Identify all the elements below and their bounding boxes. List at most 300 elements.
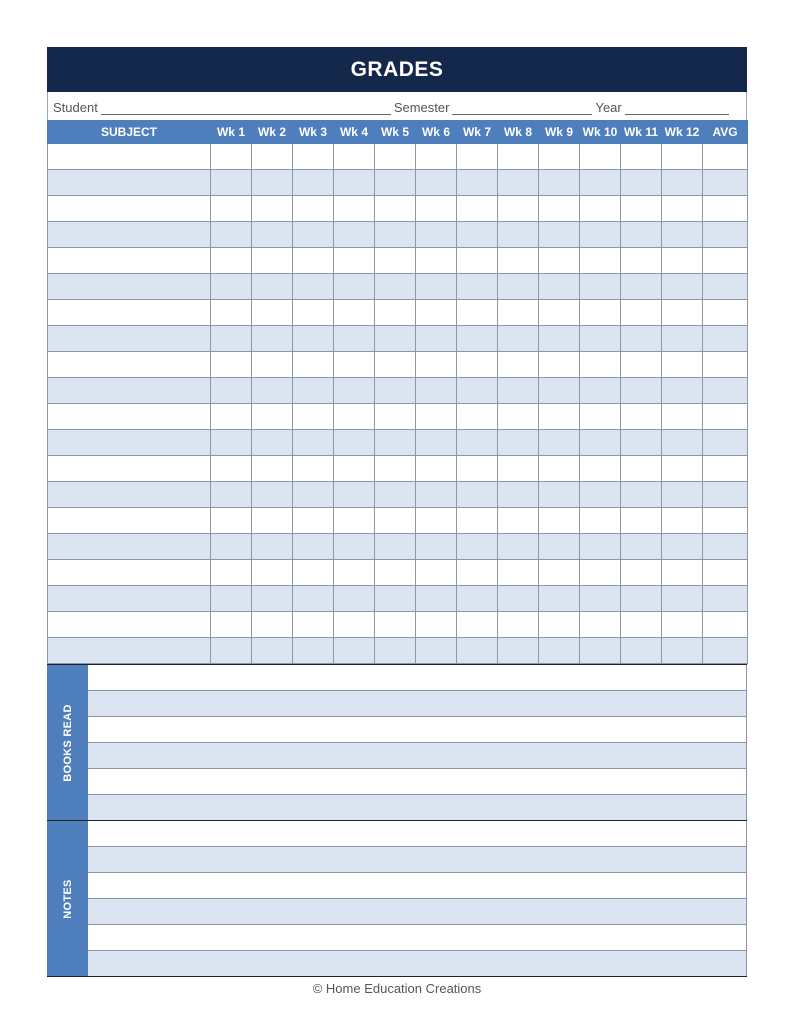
- grade-cell[interactable]: [252, 534, 293, 560]
- grade-cell[interactable]: [211, 300, 252, 326]
- grade-cell[interactable]: [498, 508, 539, 534]
- subject-cell[interactable]: [48, 170, 211, 196]
- grade-cell[interactable]: [662, 378, 703, 404]
- grade-cell[interactable]: [334, 274, 375, 300]
- grade-cell[interactable]: [498, 196, 539, 222]
- grade-cell[interactable]: [498, 456, 539, 482]
- grade-cell[interactable]: [416, 170, 457, 196]
- semester-field[interactable]: [452, 102, 592, 115]
- grade-cell[interactable]: [580, 612, 621, 638]
- grade-cell[interactable]: [252, 638, 293, 664]
- grade-cell[interactable]: [211, 638, 252, 664]
- subject-cell[interactable]: [48, 508, 211, 534]
- grade-cell[interactable]: [211, 534, 252, 560]
- grade-cell[interactable]: [293, 612, 334, 638]
- grade-cell[interactable]: [334, 430, 375, 456]
- grade-cell[interactable]: [580, 222, 621, 248]
- grade-cell[interactable]: [334, 638, 375, 664]
- subject-cell[interactable]: [48, 482, 211, 508]
- grade-cell[interactable]: [539, 508, 580, 534]
- grade-cell[interactable]: [375, 144, 416, 170]
- grade-cell[interactable]: [334, 482, 375, 508]
- grade-cell[interactable]: [662, 274, 703, 300]
- grade-cell[interactable]: [621, 196, 662, 222]
- grade-cell[interactable]: [293, 196, 334, 222]
- grade-cell[interactable]: [457, 638, 498, 664]
- grade-cell[interactable]: [703, 170, 748, 196]
- grade-cell[interactable]: [498, 560, 539, 586]
- grade-cell[interactable]: [498, 404, 539, 430]
- grade-cell[interactable]: [621, 430, 662, 456]
- grade-cell[interactable]: [703, 612, 748, 638]
- grade-cell[interactable]: [375, 222, 416, 248]
- grade-cell[interactable]: [457, 482, 498, 508]
- grade-cell[interactable]: [498, 144, 539, 170]
- page-title: GRADES: [47, 47, 747, 92]
- subject-cell[interactable]: [48, 274, 211, 300]
- grade-cell[interactable]: [621, 534, 662, 560]
- grade-cell[interactable]: [580, 560, 621, 586]
- grade-cell[interactable]: [416, 352, 457, 378]
- subject-cell[interactable]: [48, 430, 211, 456]
- grade-cell[interactable]: [293, 586, 334, 612]
- grade-cell[interactable]: [293, 326, 334, 352]
- grade-cell[interactable]: [457, 508, 498, 534]
- grade-cell[interactable]: [334, 352, 375, 378]
- grade-cell[interactable]: [334, 248, 375, 274]
- grade-cell[interactable]: [580, 144, 621, 170]
- grade-cell[interactable]: [334, 404, 375, 430]
- grade-cell[interactable]: [621, 326, 662, 352]
- grade-cell[interactable]: [334, 170, 375, 196]
- grade-cell[interactable]: [580, 456, 621, 482]
- grade-cell[interactable]: [498, 248, 539, 274]
- grade-cell[interactable]: [662, 404, 703, 430]
- grade-cell[interactable]: [621, 508, 662, 534]
- grade-cell[interactable]: [498, 222, 539, 248]
- grade-cell[interactable]: [252, 300, 293, 326]
- year-field[interactable]: [625, 102, 729, 115]
- grade-cell[interactable]: [539, 560, 580, 586]
- grade-cell[interactable]: [539, 300, 580, 326]
- subject-cell[interactable]: [48, 456, 211, 482]
- grade-cell[interactable]: [703, 508, 748, 534]
- grade-cell[interactable]: [498, 378, 539, 404]
- grade-cell[interactable]: [211, 352, 252, 378]
- grade-cell[interactable]: [457, 300, 498, 326]
- grade-cell[interactable]: [293, 508, 334, 534]
- grade-cell[interactable]: [334, 508, 375, 534]
- table-row: [48, 248, 748, 274]
- subject-cell[interactable]: [48, 144, 211, 170]
- grade-cell[interactable]: [416, 326, 457, 352]
- grade-cell[interactable]: [211, 482, 252, 508]
- grade-cell[interactable]: [334, 534, 375, 560]
- grade-cell[interactable]: [621, 638, 662, 664]
- grade-cell[interactable]: [580, 482, 621, 508]
- writing-line[interactable]: [88, 821, 746, 847]
- grade-cell[interactable]: [498, 352, 539, 378]
- grade-cell[interactable]: [416, 560, 457, 586]
- grade-cell[interactable]: [457, 404, 498, 430]
- writing-line[interactable]: [88, 743, 746, 769]
- grade-cell[interactable]: [498, 612, 539, 638]
- grade-cell[interactable]: [539, 638, 580, 664]
- subject-cell[interactable]: [48, 326, 211, 352]
- grade-cell[interactable]: [703, 482, 748, 508]
- grade-cell[interactable]: [334, 222, 375, 248]
- grade-cell[interactable]: [416, 378, 457, 404]
- grade-cell[interactable]: [621, 248, 662, 274]
- grade-cell[interactable]: [662, 638, 703, 664]
- grade-cell[interactable]: [580, 196, 621, 222]
- grade-cell[interactable]: [539, 144, 580, 170]
- grade-cell[interactable]: [703, 248, 748, 274]
- grade-cell[interactable]: [457, 430, 498, 456]
- grade-cell[interactable]: [539, 482, 580, 508]
- grade-cell[interactable]: [457, 144, 498, 170]
- table-row: [48, 326, 748, 352]
- grade-cell[interactable]: [621, 612, 662, 638]
- grade-cell[interactable]: [703, 378, 748, 404]
- header-week: Wk 4: [334, 121, 375, 144]
- grade-cell[interactable]: [539, 170, 580, 196]
- grade-cell[interactable]: [293, 456, 334, 482]
- grade-cell[interactable]: [416, 638, 457, 664]
- grade-cell[interactable]: [416, 482, 457, 508]
- grade-cell[interactable]: [621, 300, 662, 326]
- grade-cell[interactable]: [416, 586, 457, 612]
- grade-cell[interactable]: [662, 430, 703, 456]
- grade-cell[interactable]: [211, 508, 252, 534]
- grade-cell[interactable]: [211, 144, 252, 170]
- grade-cell[interactable]: [498, 300, 539, 326]
- grade-cell[interactable]: [498, 482, 539, 508]
- grade-cell[interactable]: [621, 456, 662, 482]
- subject-cell[interactable]: [48, 638, 211, 664]
- grade-cell[interactable]: [539, 456, 580, 482]
- grade-cell[interactable]: [293, 404, 334, 430]
- grade-cell[interactable]: [457, 326, 498, 352]
- grade-cell[interactable]: [293, 430, 334, 456]
- grade-cell[interactable]: [539, 612, 580, 638]
- grade-cell[interactable]: [662, 352, 703, 378]
- grade-cell[interactable]: [252, 482, 293, 508]
- grade-cell[interactable]: [416, 196, 457, 222]
- grade-cell[interactable]: [416, 534, 457, 560]
- subject-cell[interactable]: [48, 378, 211, 404]
- grade-cell[interactable]: [539, 222, 580, 248]
- subject-cell[interactable]: [48, 586, 211, 612]
- grade-cell[interactable]: [252, 456, 293, 482]
- grade-cell[interactable]: [621, 274, 662, 300]
- grade-cell[interactable]: [252, 378, 293, 404]
- grade-cell[interactable]: [457, 612, 498, 638]
- grade-cell[interactable]: [375, 560, 416, 586]
- grade-cell[interactable]: [662, 300, 703, 326]
- grade-cell[interactable]: [662, 248, 703, 274]
- grade-cell[interactable]: [293, 482, 334, 508]
- grade-cell[interactable]: [662, 144, 703, 170]
- grade-cell[interactable]: [375, 508, 416, 534]
- grade-cell[interactable]: [375, 586, 416, 612]
- grade-cell[interactable]: [703, 144, 748, 170]
- writing-line[interactable]: [88, 665, 746, 691]
- grade-cell[interactable]: [375, 170, 416, 196]
- grade-cell[interactable]: [498, 430, 539, 456]
- grade-cell[interactable]: [580, 170, 621, 196]
- grade-cell[interactable]: [211, 222, 252, 248]
- grade-cell[interactable]: [621, 560, 662, 586]
- subject-cell[interactable]: [48, 300, 211, 326]
- grade-cell[interactable]: [457, 352, 498, 378]
- grade-cell[interactable]: [416, 300, 457, 326]
- grade-cell[interactable]: [580, 300, 621, 326]
- subject-cell[interactable]: [48, 248, 211, 274]
- grade-cell[interactable]: [293, 378, 334, 404]
- grade-cell[interactable]: [703, 326, 748, 352]
- grade-cell[interactable]: [334, 612, 375, 638]
- grade-cell[interactable]: [703, 352, 748, 378]
- grade-cell[interactable]: [416, 248, 457, 274]
- grade-cell[interactable]: [416, 404, 457, 430]
- grade-cell[interactable]: [498, 326, 539, 352]
- grade-cell[interactable]: [211, 378, 252, 404]
- grade-cell[interactable]: [375, 534, 416, 560]
- grade-cell[interactable]: [252, 196, 293, 222]
- grade-cell[interactable]: [334, 196, 375, 222]
- subject-cell[interactable]: [48, 222, 211, 248]
- writing-line[interactable]: [88, 847, 746, 873]
- grade-cell[interactable]: [416, 144, 457, 170]
- grade-cell[interactable]: [539, 404, 580, 430]
- grade-cell[interactable]: [457, 222, 498, 248]
- grade-cell[interactable]: [293, 144, 334, 170]
- grade-cell[interactable]: [662, 612, 703, 638]
- grade-cell[interactable]: [252, 274, 293, 300]
- writing-line[interactable]: [88, 873, 746, 899]
- grade-cell[interactable]: [621, 352, 662, 378]
- grade-cell[interactable]: [252, 508, 293, 534]
- grade-cell[interactable]: [703, 534, 748, 560]
- grade-cell[interactable]: [334, 586, 375, 612]
- grade-cell[interactable]: [498, 638, 539, 664]
- grade-cell[interactable]: [621, 222, 662, 248]
- grade-cell[interactable]: [375, 612, 416, 638]
- writing-line[interactable]: [88, 951, 746, 976]
- grade-cell[interactable]: [334, 378, 375, 404]
- grade-cell[interactable]: [375, 326, 416, 352]
- grade-cell[interactable]: [662, 170, 703, 196]
- writing-line[interactable]: [88, 795, 746, 820]
- subject-cell[interactable]: [48, 560, 211, 586]
- student-field[interactable]: [101, 102, 391, 115]
- grade-cell[interactable]: [416, 222, 457, 248]
- grade-cell[interactable]: [293, 560, 334, 586]
- grade-cell[interactable]: [580, 248, 621, 274]
- subject-cell[interactable]: [48, 612, 211, 638]
- grade-cell[interactable]: [621, 378, 662, 404]
- grade-cell[interactable]: [211, 326, 252, 352]
- subject-cell[interactable]: [48, 352, 211, 378]
- grade-cell[interactable]: [539, 352, 580, 378]
- subject-cell[interactable]: [48, 196, 211, 222]
- grade-cell[interactable]: [211, 430, 252, 456]
- grade-cell[interactable]: [539, 534, 580, 560]
- grade-cell[interactable]: [703, 222, 748, 248]
- grade-cell[interactable]: [457, 170, 498, 196]
- grade-cell[interactable]: [293, 300, 334, 326]
- grade-cell[interactable]: [539, 196, 580, 222]
- grade-cell[interactable]: [252, 144, 293, 170]
- writing-line[interactable]: [88, 769, 746, 795]
- grade-cell[interactable]: [539, 248, 580, 274]
- grade-cell[interactable]: [662, 222, 703, 248]
- grade-cell[interactable]: [293, 638, 334, 664]
- grade-cell[interactable]: [293, 248, 334, 274]
- grade-cell[interactable]: [621, 482, 662, 508]
- grade-cell[interactable]: [375, 430, 416, 456]
- grade-cell[interactable]: [703, 274, 748, 300]
- grade-cell[interactable]: [375, 638, 416, 664]
- grade-cell[interactable]: [703, 196, 748, 222]
- grade-cell[interactable]: [580, 404, 621, 430]
- grade-cell[interactable]: [375, 482, 416, 508]
- grade-cell[interactable]: [457, 456, 498, 482]
- grade-cell[interactable]: [293, 274, 334, 300]
- grade-cell[interactable]: [293, 222, 334, 248]
- grade-cell[interactable]: [457, 534, 498, 560]
- grade-cell[interactable]: [416, 612, 457, 638]
- grade-cell[interactable]: [703, 638, 748, 664]
- writing-line[interactable]: [88, 899, 746, 925]
- grade-cell[interactable]: [662, 534, 703, 560]
- writing-line[interactable]: [88, 717, 746, 743]
- grade-cell[interactable]: [293, 170, 334, 196]
- grade-cell[interactable]: [416, 456, 457, 482]
- grade-cell[interactable]: [621, 144, 662, 170]
- grade-cell[interactable]: [252, 560, 293, 586]
- grade-cell[interactable]: [375, 196, 416, 222]
- grade-cell[interactable]: [416, 430, 457, 456]
- grade-cell[interactable]: [252, 170, 293, 196]
- grade-cell[interactable]: [457, 274, 498, 300]
- grade-cell[interactable]: [252, 222, 293, 248]
- grade-cell[interactable]: [539, 430, 580, 456]
- grade-cell[interactable]: [662, 482, 703, 508]
- grade-cell[interactable]: [580, 534, 621, 560]
- grade-cell[interactable]: [334, 300, 375, 326]
- grade-cell[interactable]: [498, 586, 539, 612]
- grade-cell[interactable]: [293, 534, 334, 560]
- grade-cell[interactable]: [334, 560, 375, 586]
- grade-cell[interactable]: [375, 404, 416, 430]
- grade-cell[interactable]: [498, 534, 539, 560]
- grade-cell[interactable]: [252, 612, 293, 638]
- grade-cell[interactable]: [539, 586, 580, 612]
- grade-cell[interactable]: [211, 196, 252, 222]
- grade-cell[interactable]: [375, 378, 416, 404]
- grade-cell[interactable]: [252, 352, 293, 378]
- grade-cell[interactable]: [662, 560, 703, 586]
- grade-cell[interactable]: [580, 586, 621, 612]
- grade-cell[interactable]: [539, 274, 580, 300]
- grade-cell[interactable]: [703, 404, 748, 430]
- grade-cell[interactable]: [662, 456, 703, 482]
- grade-cell[interactable]: [211, 274, 252, 300]
- grade-cell[interactable]: [375, 456, 416, 482]
- grade-cell[interactable]: [703, 300, 748, 326]
- grade-cell[interactable]: [252, 586, 293, 612]
- grade-cell[interactable]: [580, 326, 621, 352]
- writing-line[interactable]: [88, 691, 746, 717]
- writing-line[interactable]: [88, 925, 746, 951]
- subject-cell[interactable]: [48, 404, 211, 430]
- grade-cell[interactable]: [211, 586, 252, 612]
- grade-cell[interactable]: [375, 300, 416, 326]
- grade-cell[interactable]: [580, 508, 621, 534]
- grade-cell[interactable]: [293, 352, 334, 378]
- grade-cell[interactable]: [621, 170, 662, 196]
- grade-cell[interactable]: [252, 248, 293, 274]
- grade-cell[interactable]: [211, 612, 252, 638]
- grade-cell[interactable]: [457, 378, 498, 404]
- grade-cell[interactable]: [252, 430, 293, 456]
- grade-cell[interactable]: [703, 430, 748, 456]
- grade-cell[interactable]: [375, 274, 416, 300]
- grade-cell[interactable]: [580, 274, 621, 300]
- grade-cell[interactable]: [252, 326, 293, 352]
- subject-cell[interactable]: [48, 534, 211, 560]
- grade-cell[interactable]: [334, 326, 375, 352]
- grade-cell[interactable]: [580, 430, 621, 456]
- grade-cell[interactable]: [662, 586, 703, 612]
- grade-cell[interactable]: [334, 144, 375, 170]
- grade-cell[interactable]: [539, 326, 580, 352]
- grade-cell[interactable]: [703, 456, 748, 482]
- grade-cell[interactable]: [211, 560, 252, 586]
- grade-cell[interactable]: [211, 170, 252, 196]
- grade-cell[interactable]: [662, 508, 703, 534]
- grade-cell[interactable]: [211, 248, 252, 274]
- grade-cell[interactable]: [539, 378, 580, 404]
- grade-cell[interactable]: [457, 248, 498, 274]
- grade-cell[interactable]: [252, 404, 293, 430]
- grade-cell[interactable]: [457, 560, 498, 586]
- grade-cell[interactable]: [662, 196, 703, 222]
- table-row: [48, 508, 748, 534]
- grade-cell[interactable]: [621, 586, 662, 612]
- grade-cell[interactable]: [498, 274, 539, 300]
- grade-cell[interactable]: [580, 638, 621, 664]
- grade-cell[interactable]: [334, 456, 375, 482]
- grade-cell[interactable]: [662, 326, 703, 352]
- grade-cell[interactable]: [457, 586, 498, 612]
- grade-cell[interactable]: [416, 274, 457, 300]
- grade-cell[interactable]: [580, 378, 621, 404]
- grade-cell[interactable]: [457, 196, 498, 222]
- grade-cell[interactable]: [580, 352, 621, 378]
- grade-cell[interactable]: [416, 508, 457, 534]
- grade-cell[interactable]: [498, 170, 539, 196]
- grade-cell[interactable]: [703, 586, 748, 612]
- grade-cell[interactable]: [211, 456, 252, 482]
- grade-cell[interactable]: [703, 560, 748, 586]
- grade-cell[interactable]: [375, 248, 416, 274]
- grade-cell[interactable]: [375, 352, 416, 378]
- grade-cell[interactable]: [211, 404, 252, 430]
- grade-cell[interactable]: [621, 404, 662, 430]
